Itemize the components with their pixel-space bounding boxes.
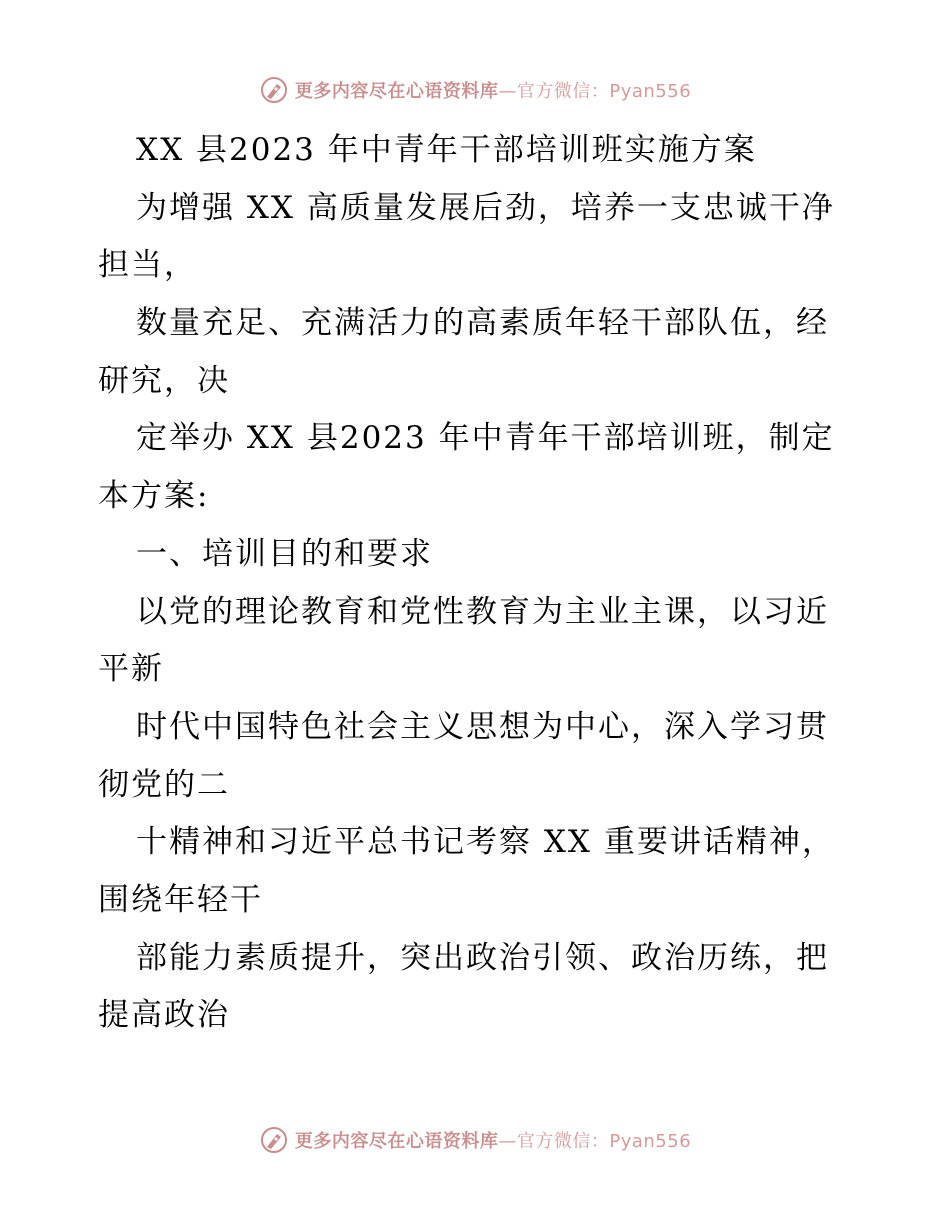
paragraph-line: 定举办 XX 县2023 年中青年干部培训班，制定 <box>136 420 835 457</box>
watermark-banner-bottom <box>0 1120 950 1160</box>
paragraph-line: 为增强 XX 高质量发展后劲，培养一支忠诚干净 <box>136 189 835 226</box>
paragraph-line: 以党的理论教育和党性教育为主业主课，以习近 <box>136 593 829 630</box>
paragraph-line: 研究，决 <box>98 362 230 399</box>
paragraph-line: 本方案: <box>98 478 210 515</box>
watermark-banner-top <box>0 70 950 110</box>
pen-nib-logo-icon <box>259 75 289 105</box>
paragraph-line: 提高政治 <box>98 997 230 1034</box>
section-heading: 一、培训目的和要求 <box>136 535 433 572</box>
pen-nib-logo-icon <box>259 1125 289 1155</box>
document-body <box>98 122 858 1045</box>
paragraph-line: 担当， <box>98 247 197 284</box>
paragraph-line: 围绕年轻干 <box>98 881 263 918</box>
paragraph-line: 数量充足、充满活力的高素质年轻干部队伍，经 <box>136 305 829 342</box>
paragraph-line: 平新 <box>98 651 164 688</box>
document-title: XX 县2023 年中青年干部培训班实施方案 <box>136 132 757 168</box>
watermark-text: 更多内容尽在心语资料库—官方微信：Pyan556 <box>294 81 692 102</box>
paragraph-line: 部能力素质提升，突出政治引领、政治历练，把 <box>136 939 829 976</box>
paragraph-line: 时代中国特色社会主义思想为中心，深入学习贯 <box>136 708 829 745</box>
watermark-text: 更多内容尽在心语资料库—官方微信：Pyan556 <box>294 1131 692 1152</box>
paragraph-line: 彻党的二 <box>98 766 230 803</box>
paragraph-line: 十精神和习近平总书记考察 XX 重要讲话精神， <box>136 824 835 861</box>
